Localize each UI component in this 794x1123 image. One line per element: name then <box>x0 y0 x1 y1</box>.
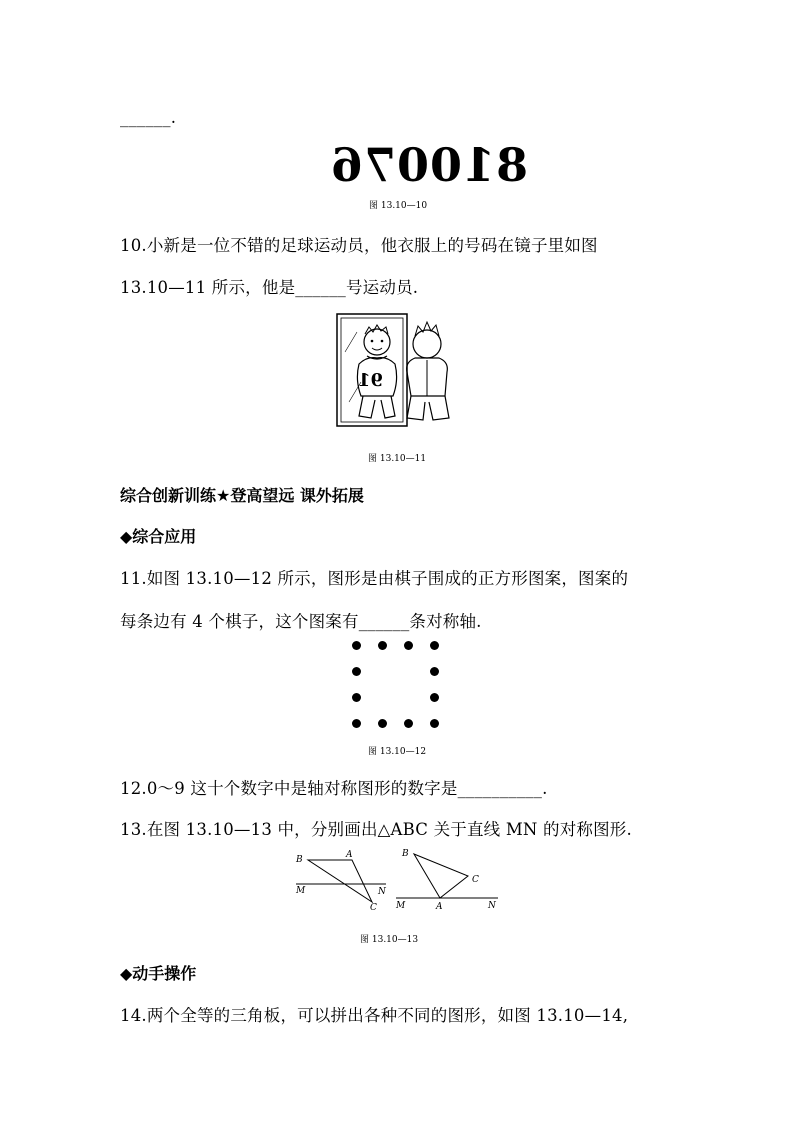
label-B-right: B <box>402 849 409 859</box>
question-14: 14.两个全等的三角板，可以拼出各种不同的图形，如图 13.10—14, <box>120 1006 629 1025</box>
chess-dot <box>352 667 361 676</box>
figure-caption-10: 图 13.10—10 <box>369 201 428 211</box>
chess-dot-square <box>352 641 444 733</box>
chess-dot <box>430 719 439 728</box>
figure-caption-11: 图 13.10—11 <box>368 454 427 464</box>
figure-caption-12: 图 13.10—12 <box>368 747 427 757</box>
answer-blank: ______. <box>120 108 177 127</box>
chess-dot <box>352 693 361 702</box>
mirrored-number: 810076 <box>330 138 529 192</box>
label-C-left: C <box>370 903 377 913</box>
question-10-line2: 13.10—11 所示，他是______号运动员. <box>120 278 419 297</box>
mirrored-number-figure <box>330 138 528 192</box>
triangle-diagrams <box>290 846 505 914</box>
shirt-number: 91 <box>357 370 383 391</box>
chess-dot <box>378 641 387 650</box>
label-M-right: M <box>396 901 406 911</box>
label-A-right: A <box>436 902 443 912</box>
question-12: 12.0～9 这十个数字中是轴对称图形的数字是__________. <box>120 779 548 798</box>
label-C-right: C <box>472 875 479 885</box>
chess-dot <box>352 641 361 650</box>
chess-dot <box>430 667 439 676</box>
section-title: 综合创新训练★登高望远 课外拓展 <box>120 486 364 505</box>
question-13: 13.在图 13.10—13 中，分别画出△ABC 关于直线 MN 的对称图形. <box>120 820 632 839</box>
label-B-left: B <box>296 855 303 865</box>
question-11-line1: 11.如图 13.10—12 所示，图形是由棋子围成的正方形图案，图案的 <box>120 569 629 588</box>
chess-dot <box>352 719 361 728</box>
chess-dot <box>378 719 387 728</box>
label-N-left: N <box>378 887 386 897</box>
chess-dot <box>404 641 413 650</box>
chess-dot <box>404 719 413 728</box>
label-A-left: A <box>346 850 353 860</box>
label-N-right: N <box>488 901 496 911</box>
subsection-hands-on: ◆动手操作 <box>120 964 197 983</box>
chess-dot <box>430 641 439 650</box>
question-10-line1: 10.小新是一位不错的足球运动员，他衣服上的号码在镜子里如图 <box>120 236 598 255</box>
figure-caption-13: 图 13.10—13 <box>360 935 419 945</box>
subsection-comprehensive-application: ◆综合应用 <box>120 527 197 546</box>
chess-dot <box>430 693 439 702</box>
question-11-line2: 每条边有 4 个棋子，这个图案有______条对称轴. <box>120 612 482 631</box>
mirror-boy-illustration <box>335 312 460 430</box>
label-M-left: M <box>296 886 306 896</box>
